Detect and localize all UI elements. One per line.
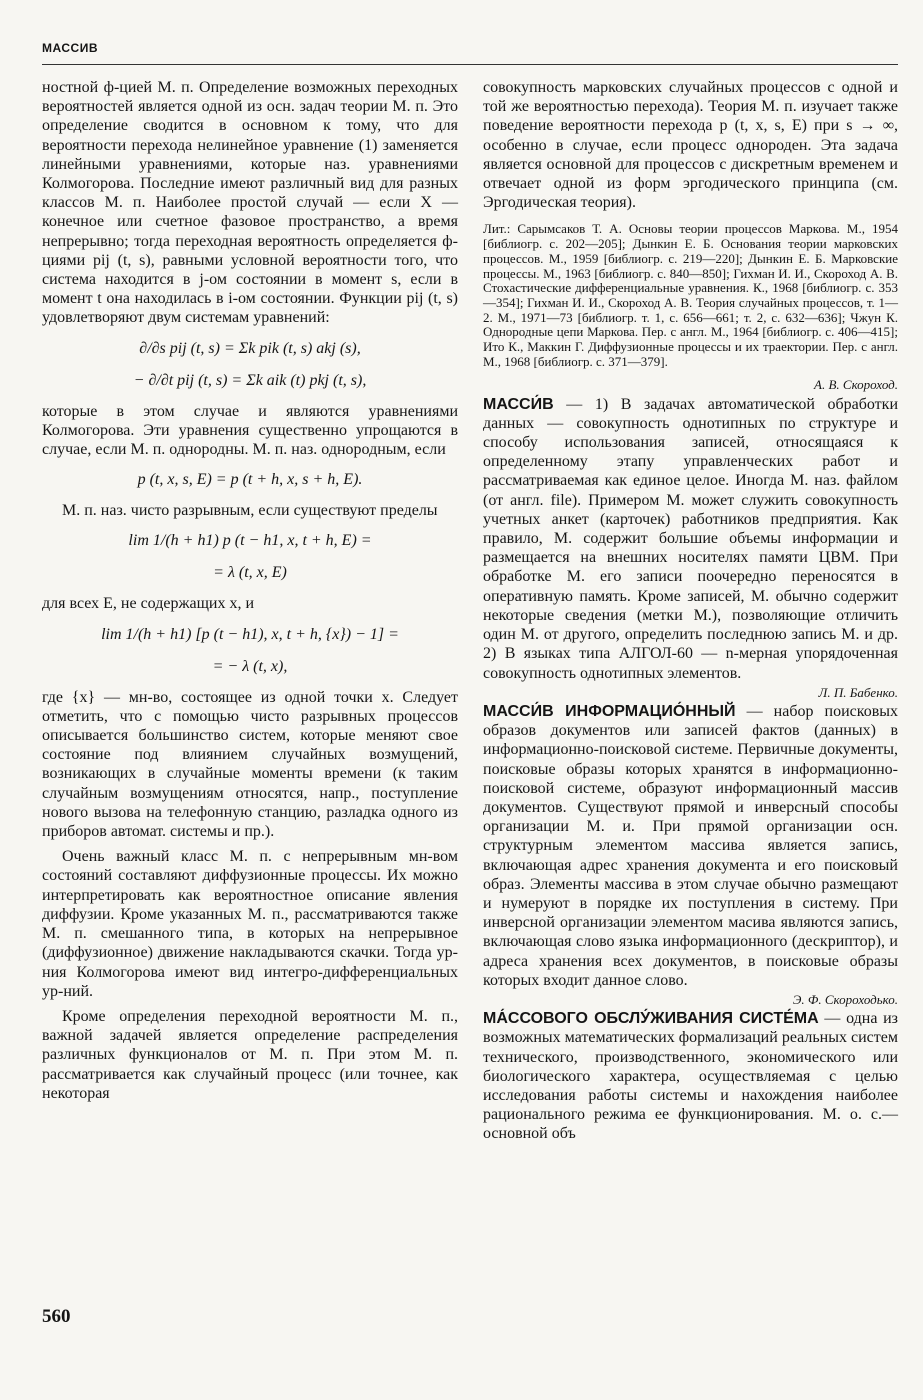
left-paragraph-6: Очень важный класс М. п. с непрерывным мн-вом состояний составляют диффузионные процессы. Их можно интерпретировать как вероятностное описание явления диффузии. Кроме указанных М. п., рассматриваются также М. п. смешанного типа, в которых на непрерывное (диффузионное) движение накладываются скачки. Тогда ур-ния Колмогорова имеют вид интегро-дифференциальных ур-ний. xyxy=(42,848,458,1000)
entry-massiv-text: — 1) В задачах автоматической обработки данных — совокупность однотипных по структуре и способу использования записей, относящаяся к определенному этапу управленческих работ и рассматриваемая как единое целое. Иногда М. наз. файлом (от англ. file). Примером М. может служить совокупность учетных анкет (карточек) работников предприятия. Как правило, М. содержит большие объемы информации и размещается на внешних носителях памяти ЦВМ. При обработке М. его записи поочередно переносятся в оперативную память. Кроме записей, М. обычно содержит некоторые сведения (метки М.), позволяющие отличить один М. от другого, определить последнюю запись М. и др. 2) В языках типа АЛГОЛ-60 — n-мерная упорядоченная совокупность однотипных элементов. xyxy=(483,395,899,682)
equation-4a: lim 1/(h + h1) p (t − h1, x, t + h, E) = xyxy=(128,532,372,550)
equation-2: − ∂/∂t pij (t, s) = Σk aik (t) pkj (t, s), xyxy=(133,371,367,389)
author-signature-1: А. В. Скороход. xyxy=(814,377,898,393)
equation-5b: = − λ (t, x), xyxy=(212,657,288,675)
equation-3: p (t, x, s, E) = p (t + h, x, s + h, E). xyxy=(137,471,363,489)
entry-massiv-informatsionnyi xyxy=(483,702,898,990)
equation-4b: = λ (t, x, E) xyxy=(213,564,287,582)
equation-5a: lim 1/(h + h1) [p (t − h1), x, t + h, {x}) − 1] = xyxy=(101,625,399,643)
left-paragraph-1: ностной ф-цией М. п. Определение возможных переходных вероятностей является одной из осн. задач теории М. п. Это определение сводится в основном к тому, что для вероятности перехода нелинейное уравнение (1) заменяется линейными уравнениями, которые наз. уравнениями Колмогорова. Последние имеют различный вид для разных классов М. п. Наиболее простой случай — если X — конечное или счетное фазовое пространство, а время непрерывно; тогда переходная вероятность определяется ф-циями pij (t, s), равными условной вероятности того, что система находится в j-ом состоянии в момент s, если в момент t она находилась в i-ом состоянии. Функции pij (t, s) удовлетворяют двум системам уравнений: xyxy=(42,79,458,327)
entry-mass-service-text: — одна из возможных математических формализаций реальных систем технического, производственного, экономического или биологического характера, осуществляемая с целью исследования работы системы и нахождения наиболее рационального режима ее функционирования. М. о. с.— основной объ xyxy=(483,1010,898,1143)
left-paragraph-7: Кроме определения переходной вероятности М. п., важной задачей является определение распределения различных функционалов от М. п. При этом М. п. рассматривается как случайный процесс (или точнее, как некоторая xyxy=(42,1007,458,1102)
entry-massiv-informatsionnyi-title: МАССИ́В ИНФОРМАЦИО́ННЫЙ xyxy=(483,702,736,720)
left-paragraph-5: где {x} — мн-во, состоящее из одной точки x. Следует отметить, что с помощью чисто разрывных процессов описывается большинство систем, которые меняют свое состояние под влиянием случайных возмущений, возникающих в случайные моменты времени (к таким случайным возмущениям относятся, напр., поступление нового вызова на телефонную станцию, разладка одного из приборов автомат. системы и пр.). xyxy=(42,688,458,841)
entry-mass-service xyxy=(483,1009,898,1143)
left-column xyxy=(42,78,458,1103)
header-rule xyxy=(42,64,898,65)
right-paragraph-1: совокупность марковских случайных процессов с одной и той же вероятностью перехода). Теория М. п. изучает также поведение вероятности перехода p (t, x, s, E) при s → ∞, особенно в случае, если процесс однороден. Эта задача является основной для процессов с дискретным временем и отвечает одной из форм эргодического принципа (см. Эргодическая теория). xyxy=(483,79,898,212)
equation-1: ∂/∂s pij (t, s) = Σk pik (t, s) akj (s), xyxy=(139,339,361,357)
references: Лит.: Сарымсаков Т. А. Основы теории процессов Маркова. М., 1954 [библиогр. с. 202—205]; Дынкин Е. Б. Основания теории марковских процессов. М., 1959 [библиогр. с. 219—220]; Дынкин Е. Б. Марковские процессы. М., 1963 [библиогр. с. 840—850]; Гихман И. И., Скороход А. В. Стохастические дифференциальные уравнения. К., 1968 [библиогр. с. 353—354]; Гихман И. И., Скороход А. В. Теория случайных процессов, т. 1—2. М., 1971—73 [библиогр. т. 1, с. 656—661; т. 2, с. 632—636]; Чжун К. Однородные цепи Маркова. Пер. с англ. М., 1964 [библиогр. с. 406—415]; Ито К., Маккин Г. Диффузионные процессы и их траектории. Пер. с англ. М., 1968 [библиогр. с. 371—379]. xyxy=(483,221,898,369)
running-header: МАССИВ xyxy=(42,41,98,55)
left-paragraph-4: для всех E, не содержащих x, и xyxy=(42,595,255,613)
entry-massiv-title: МАССИ́В xyxy=(483,395,554,413)
right-column xyxy=(483,78,898,1144)
author-signature-2: Л. П. Бабенко. xyxy=(818,684,898,700)
entry-massiv xyxy=(483,395,898,683)
left-paragraph-3: М. п. наз. чисто разрывным, если существуют пределы xyxy=(62,502,438,520)
entry-massiv-informatsionnyi-text: — набор поисковых образов документов или записей фактов (данных) в информационно-поисковой системе. Первичные документы, поисковые образы которых хранятся в информационно-поисковой системе, образуют информационный массив документов. Существуют прямой и инверсный способы организации М. и. При прямой организации осн. структурным элементом массива является запись, включающая адрес хранения документа и его поисковый образ. Элементы массива в этом случае обычно размещают и нумеруют в порядке их поступления в систему. При инверсной организации элементом масива являются запись, включающая слово языка информационного (дескриптор), и адреса хранения всех документов, в поисковые образы которых входит данное слово. xyxy=(483,702,899,989)
entry-mass-service-title: МА́ССОВОГО ОБСЛУ́ЖИВАНИЯ СИСТЕ́МА xyxy=(483,1010,819,1028)
left-paragraph-2: которые в этом случае и являются уравнениями Колмогорова. Эти уравнения существенно упрощаются в случае, если М. п. однородны. М. п. наз. однородным, если xyxy=(42,402,458,459)
page-number: 560 xyxy=(42,1306,71,1327)
author-signature-3: Э. Ф. Скороходько. xyxy=(792,991,898,1007)
